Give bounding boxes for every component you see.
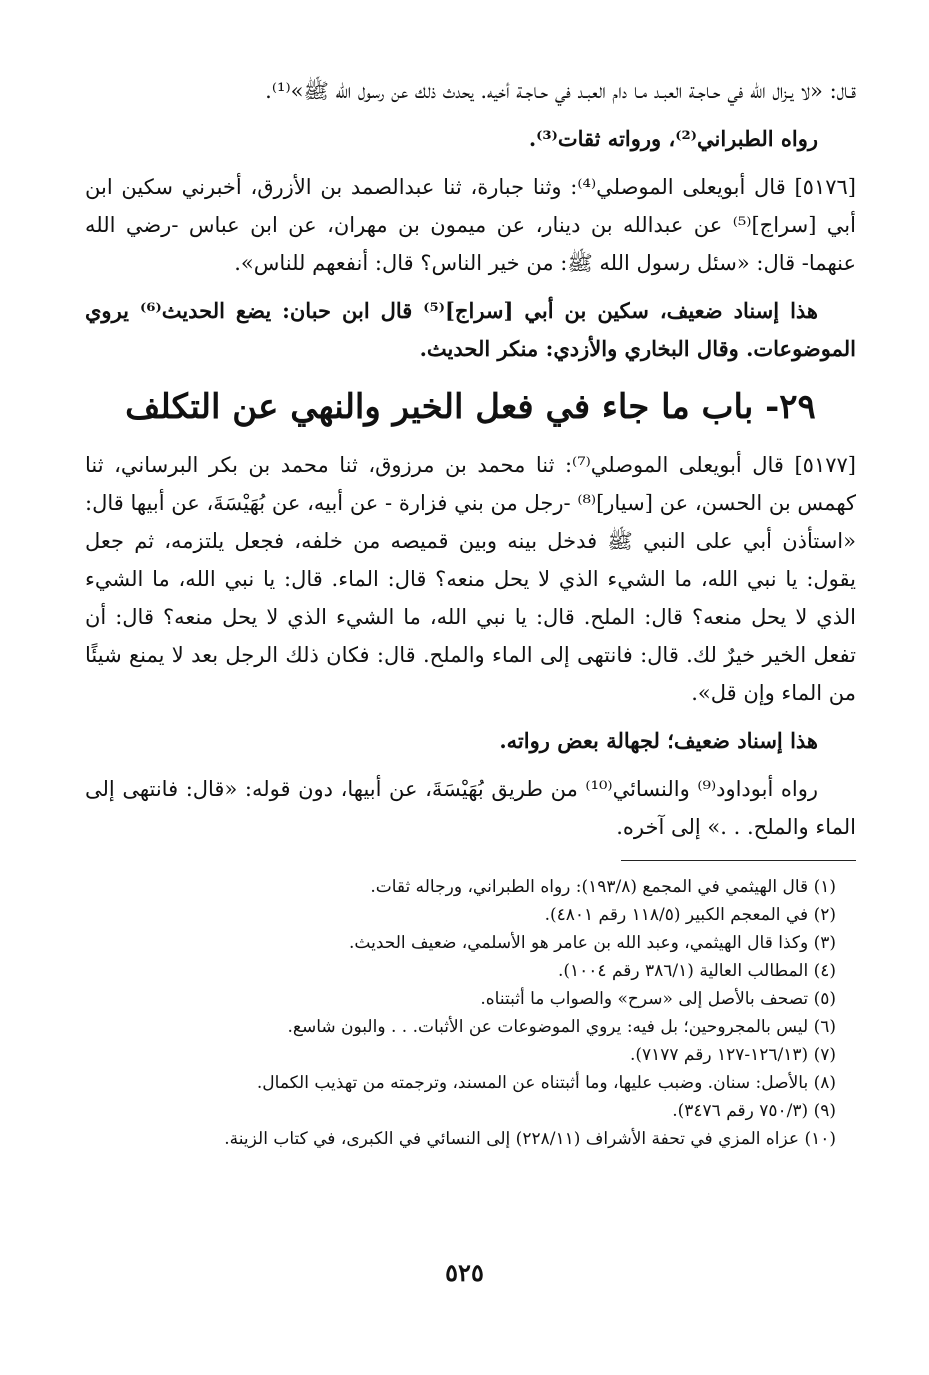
- paragraph-isnad-grade: هذا إسناد ضعيف، سكين بن أبي [سراج]⁽⁵⁾ قال ابن حبان: يضع الحديث⁽⁶⁾ يروي الموضوعات. وقال البخاري والأزدي: منكر الحديث.: [85, 298, 856, 361]
- paragraph-takhrij: رواه الطبراني⁽²⁾، ورواته ثقات⁽³⁾.: [528, 126, 818, 151]
- page-body: [85, 72, 856, 1335]
- footnote-6: (٦) ليس بالمجروحين؛ بل فيه: يروي الموضوعات عن الأثبات. . . والبون شاسع.: [287, 1017, 836, 1037]
- footnote-7: (٧) (١٢٦/١٣-١٢٧ رقم ٧١٧٧).: [629, 1045, 836, 1065]
- paragraph-isnad-weak: هذا إسناد ضعيف؛ لجهالة بعض رواته.: [499, 728, 818, 753]
- footnote-divider: [621, 860, 856, 861]
- footnote-3: (٣) وكذا قال الهيثمي، وعبد الله بن عامر هو الأسلمي، ضعيف الحديث.: [349, 933, 836, 953]
- paragraph-hadith-5176: [٥١٧٦] قال أبويعلى الموصلي⁽⁴⁾: وثنا جبارة، ثنا عبدالصمد بن الأزرق، أخبرني سكين ابن أبي [سراج]⁽⁵⁾ عن عبدالله بن دينار، عن ميمون بن مهران، عن ابن عباس -رضي الله عنهما- قال: «سئل رسول الله ﷺ: من خير الناس؟ قال: أنفعهم للناس».: [85, 175, 856, 275]
- footnote-9: (٩) (٧٥٠/٣ رقم ٣٤٧٦).: [672, 1101, 836, 1121]
- paragraph-abudawud: رواه أبوداود⁽⁹⁾ والنسائي⁽¹⁰⁾ من طريق بُهَيْسَةَ، عن أبيها، دون قوله: «قال: فانتهى إلى الماء والملح. . .» إلى آخره.: [85, 777, 856, 839]
- footnote-4: (٤) المطالب العالية (٣٨٦/١ رقم ١٠٠٤).: [557, 961, 836, 981]
- chapter-heading: ٢٩- باب ما جاء في فعل الخير والنهي عن التكلف: [125, 387, 816, 427]
- footnote-2: (٢) في المعجم الكبير (١١٨/٥ رقم ٤٨٠١).: [544, 905, 836, 925]
- paragraph-hadith-5177: [٥١٧٧] قال أبويعلى الموصلي⁽⁷⁾: ثنا محمد بن مرزوق، ثنا محمد بن بكر البرساني، ثنا كهمس بن الحسن، عن [سيار]⁽⁸⁾ -رجل من بني فزارة - عن أبيه، عن بُهَيْسَةَ، عن أبيها قال: «استأذن أبي على النبي ﷺ فدخل بينه وبين قميصه من خلفه، فجعل يلتزمه، ثم جعل يقول: يا نبي الله، ما الشيء الذي لا يحل منعه؟ قال: الماء. قال: يا نبي الله، ما الشيء الذي لا يحل منعه؟ قال: الملح. قال: يا نبي الله، ما الشيء الذي لا يحل منعه؟ قال: أن تفعل الخير خيرٌ لك. قال: فانتهى إلى الماء والملح. قال: فكان ذلك الرجل بعد لا يمنع شيئًا من الماء وإن قل».: [85, 453, 856, 705]
- footnote-5: (٥) تصحف بالأصل إلى «سرح» والصواب ما أثبتناه.: [480, 989, 836, 1009]
- footnote-10: (١٠) عزاه المزي في تحفة الأشراف (٢٢٨/١١) إلى النسائي في الكبرى، في كتاب الزينة.: [224, 1129, 836, 1149]
- paragraph-hadith-text: قـال: «لا يـزال الله في حـاجـة العبـد مـا دام العبـد في حـاجـة أخيه. يحدث ذلك عن رسول الله ﷺ»⁽¹⁾.: [265, 79, 856, 103]
- footnote-1: (١) قال الهيثمي في المجمع (١٩٣/٨): رواه الطبراني، ورجاله ثقات.: [370, 877, 836, 897]
- footnotes-list: [85, 873, 856, 1153]
- page-number: ٥٢٥: [445, 1258, 484, 1287]
- footnote-8: (٨) بالأصل: سنان. وضبب عليها، وما أثبتناه عن المسند، وترجمته من تهذيب الكمال.: [256, 1073, 836, 1093]
